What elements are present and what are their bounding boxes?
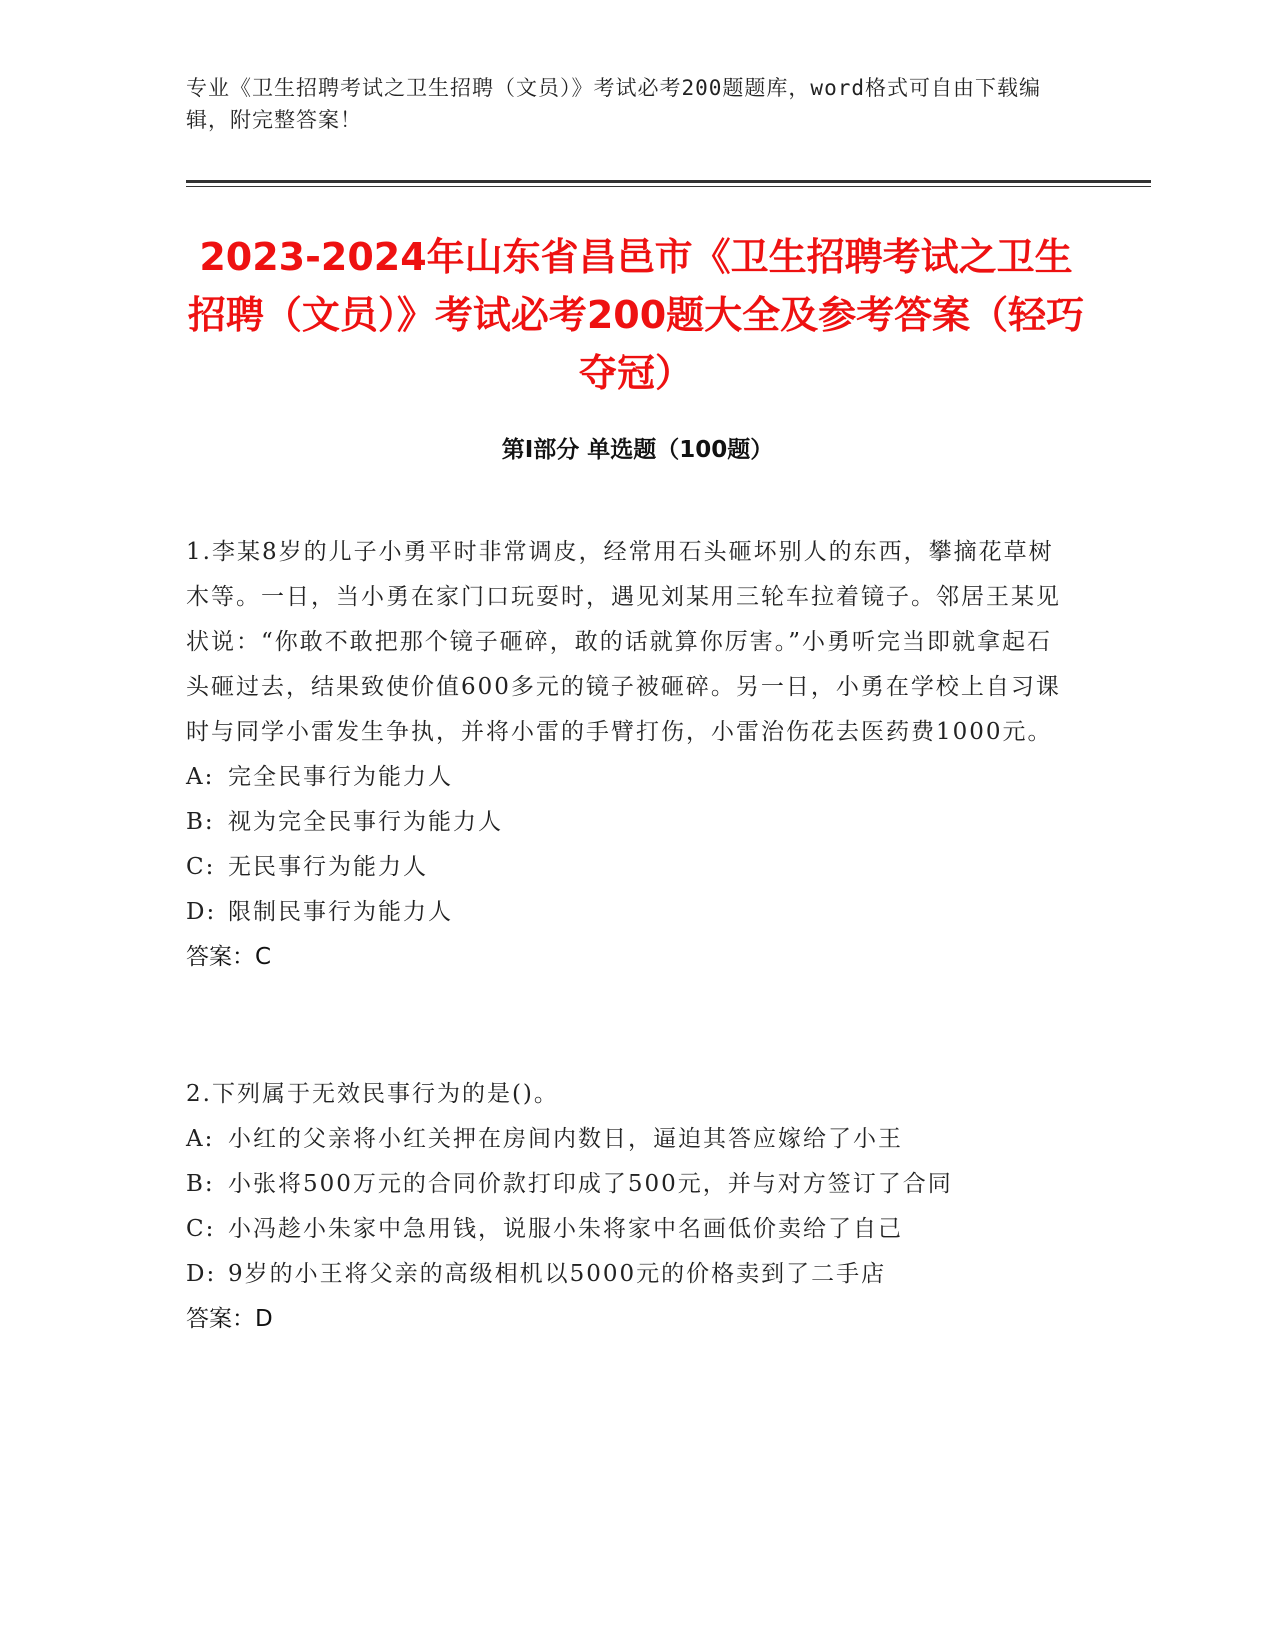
option-text: 限制民事行为能力人 [228,899,453,925]
option-text: 无民事行为能力人 [228,854,428,880]
answer-line: 答案：C [186,944,272,970]
option-c [186,845,1066,890]
option-key: D: [186,1261,217,1287]
option-a [186,1117,1066,1162]
header-rule-thin [186,186,1151,187]
header-note: 专业《卫生招聘考试之卫生招聘（文员）》考试必考200题题库，word格式可自由下载编辑，附完整答案！ [186,76,1041,132]
section-heading: 第Ⅰ部分 单选题（100题） [501,437,774,463]
header-rule-thick [186,180,1151,183]
option-a [186,755,1066,800]
question-stem: 1.李某8岁的儿子小勇平时非常调皮，经常用石头砸坏别人的东西，攀摘花草树木等。一日，当小勇在家门口玩耍时，遇见刘某用三轮车拉着镜子。邻居王某见状说：“你敢不敢把那个镜子砸碎，敢的话就算你厉害。”小勇听完当即就拿起石头砸过去，结果致使价值600多元的镜子被砸碎。另一日，小勇在学校上自习课时与同学小雷发生争执，并将小雷的手臂打伤，小雷治伤花去医药费1000元。 [186,539,1061,745]
question-stem: 2.下列属于无效民事行为的是()。 [186,1081,559,1107]
option-key: B: [186,809,215,835]
option-key: A: [186,1126,215,1152]
option-text: 9岁的小王将父亲的高级相机以5000元的价格卖到了二手店 [228,1261,887,1287]
option-b [186,1162,1066,1207]
option-key: B: [186,1171,215,1197]
option-d [186,890,1066,935]
option-b [186,800,1066,845]
option-c [186,1207,1066,1252]
question-2 [186,1072,1066,1342]
option-text: 视为完全民事行为能力人 [228,809,503,835]
question-1 [186,530,1066,980]
option-text: 小冯趁小朱家中急用钱，说服小朱将家中名画低价卖给了自己 [228,1216,903,1242]
option-key: D: [186,899,217,925]
option-text: 小红的父亲将小红关押在房间内数日，逼迫其答应嫁给了小王 [228,1126,903,1152]
option-text: 小张将500万元的合同价款打印成了500元，并与对方签订了合同 [228,1171,953,1197]
option-text: 完全民事行为能力人 [228,764,453,790]
option-key: C: [186,1216,216,1242]
option-key: A: [186,764,215,790]
document-title: 2023-2024年山东省昌邑市《卫生招聘考试之卫生招聘（文员）》考试必考200题大全及参考答案（轻巧夺冠） [187,235,1085,395]
answer-line: 答案：D [186,1306,273,1332]
option-key: C: [186,854,216,880]
option-d [186,1252,1066,1297]
